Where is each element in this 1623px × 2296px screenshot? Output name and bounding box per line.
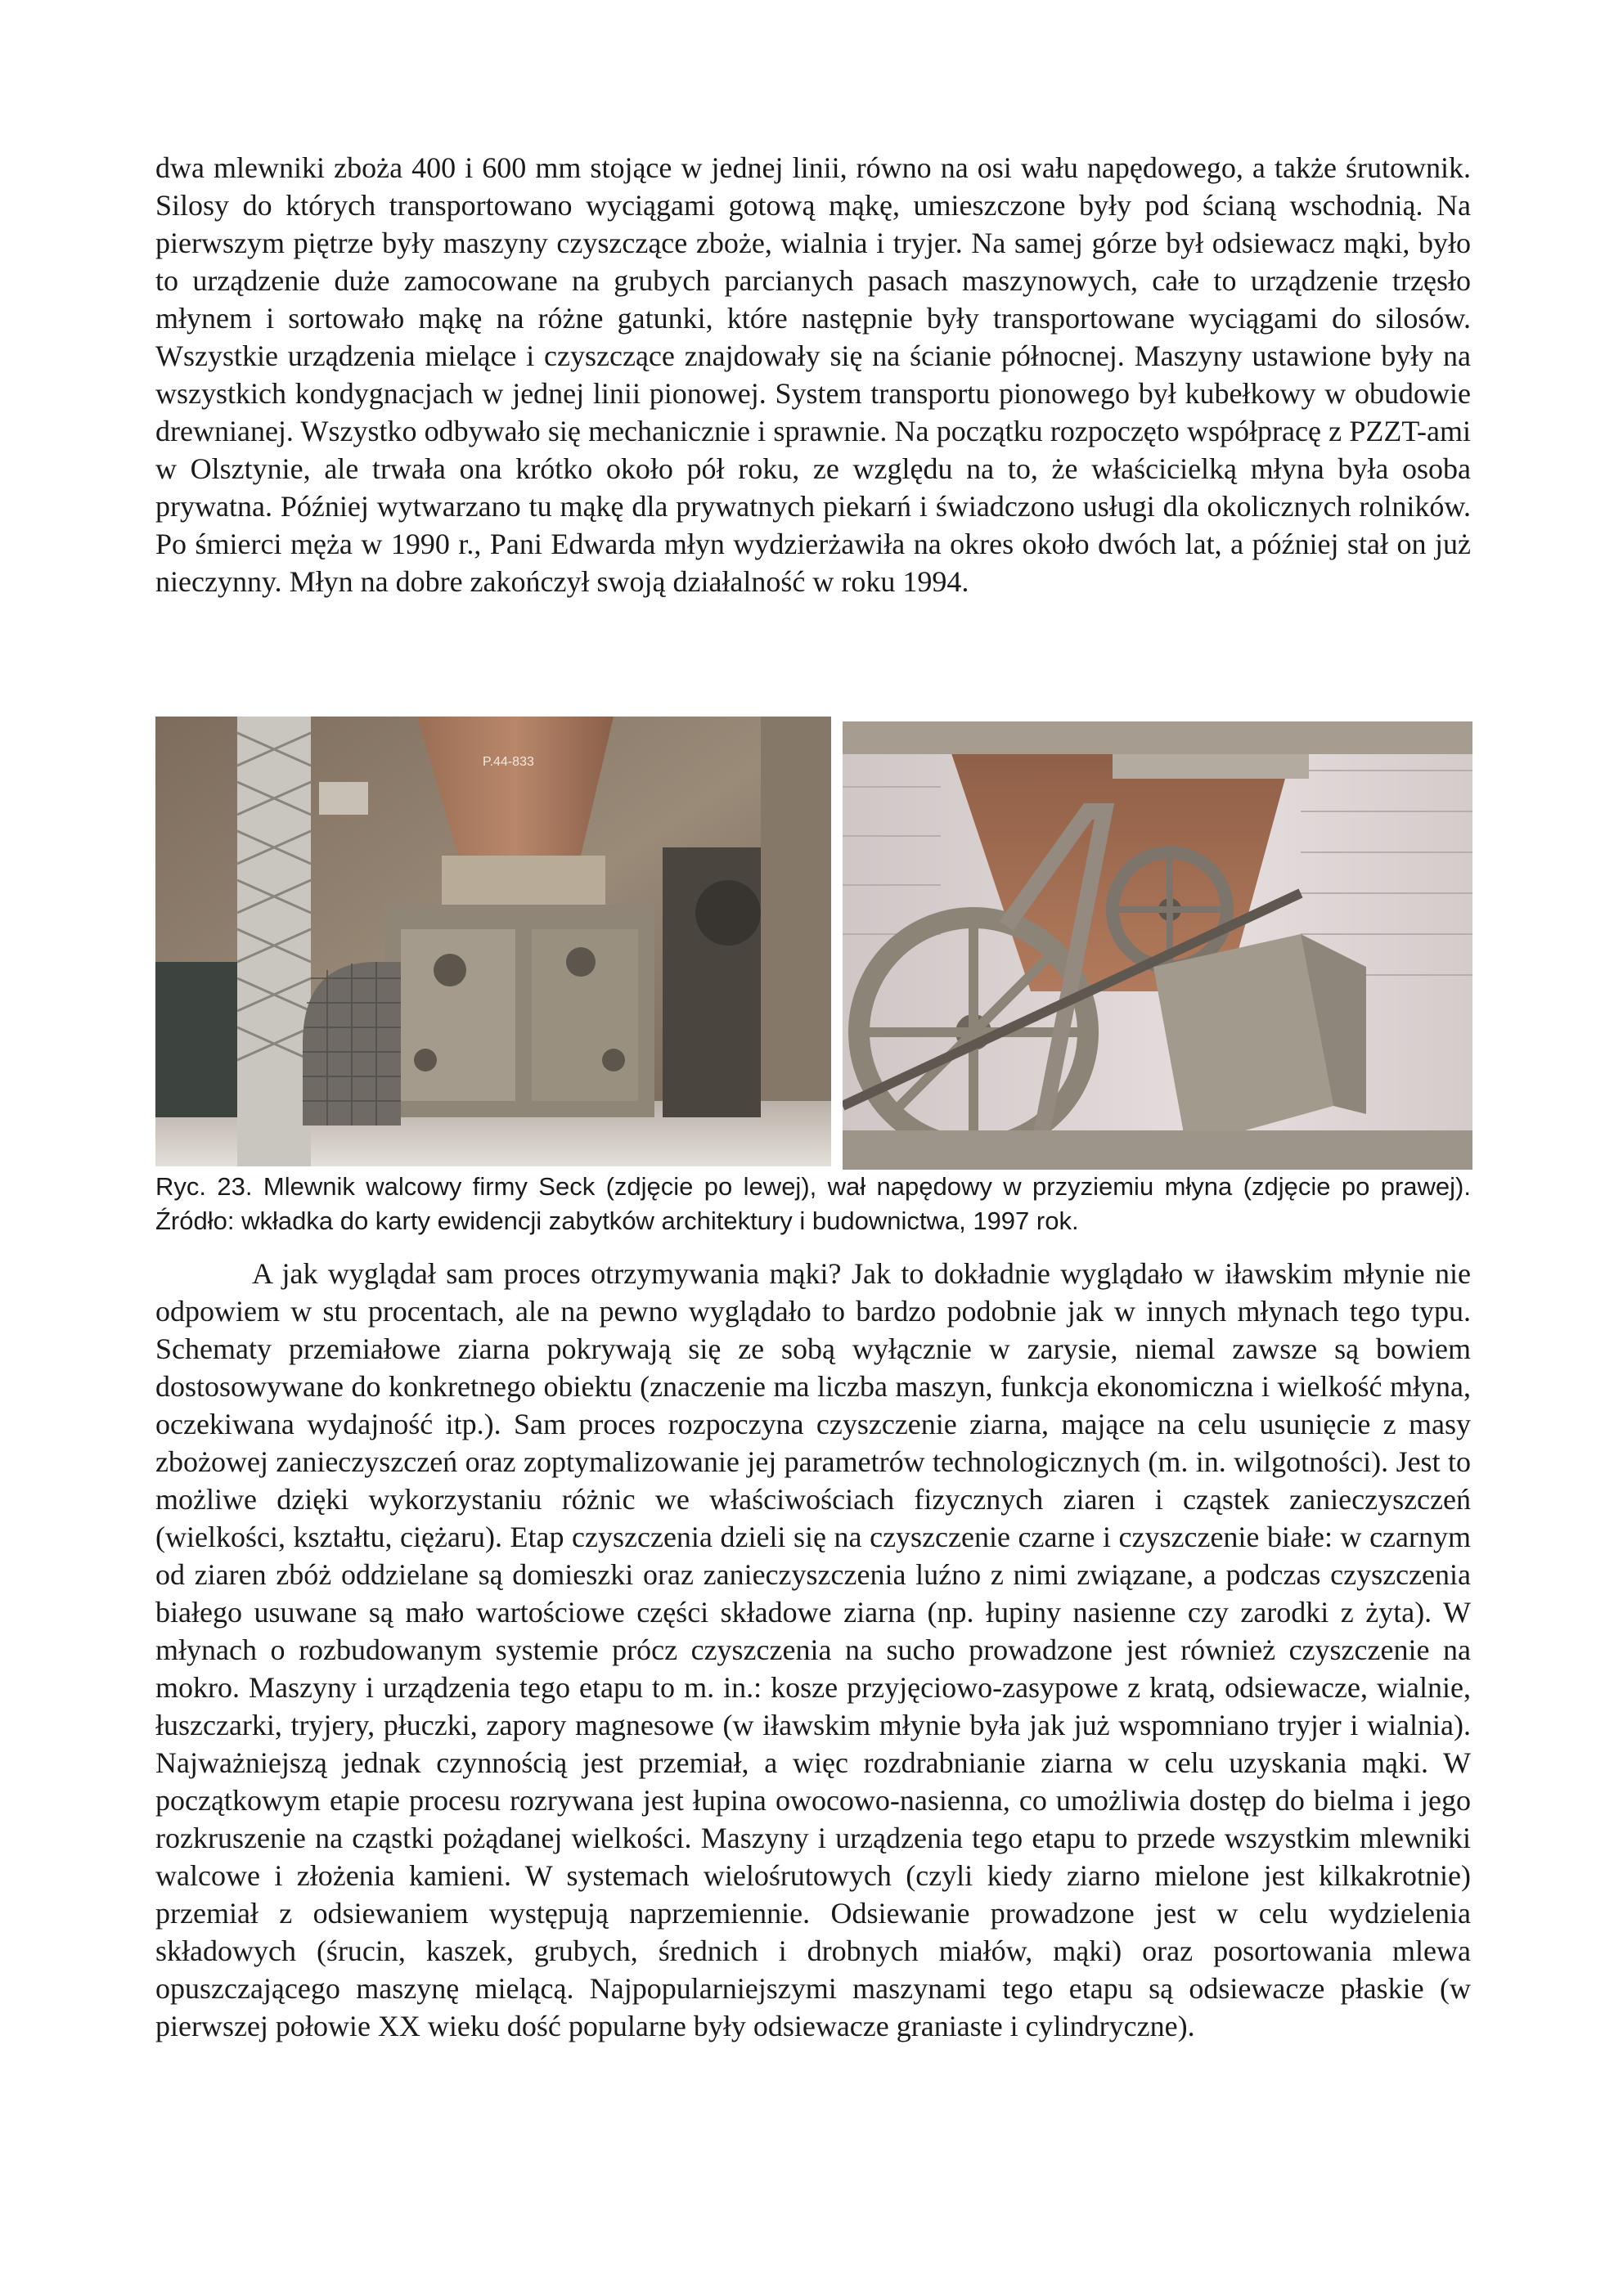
photo-drive-shaft bbox=[843, 721, 1472, 1170]
drive-shaft-image bbox=[843, 721, 1472, 1170]
photo-roller-mill bbox=[155, 717, 831, 1166]
body-paragraph-2: A jak wyglądał sam proces otrzymywania mąki? Jak to dokładnie wyglądało w iławskim młynie nie odpowiem w stu procentach, ale na pewno wyglądało to bardzo podobnie jak w innych młynach tego typu. Schematy przemiałowe ziarna pokrywają się ze sobą wyłącznie w zarysie, niemal zawsze są bowiem dostosowywane do konkretnego obiektu (znaczenie ma liczba maszyn, funkcja ekonomiczna i wielkość młyna, oczekiwana wydajność itp.). Sam proces rozpoczyna czyszczenie ziarna, mające na celu usunięcie z masy zbożowej zanieczyszczeń oraz zoptymalizowanie jej parametrów technologicznych (m. in. wilgotności). Jest to możliwe dzięki wykorzystaniu różnic we właściwościach fizycznych ziaren i cząstek zanieczyszczeń (wielkości, kształtu, ciężaru). Etap czyszczenia dzieli się na czyszczenie czarne i czyszczenie białe: w czarnym od ziaren zbóż oddzielane są domieszki oraz zanieczyszczenia luźno z nimi związane, a podczas czyszczenia białego usuwane są mało wartościowe części składowe ziarna (np. łupiny nasienne czy zarodki z żyta). W młynach o rozbudowanym systemie prócz czyszczenia na sucho prowadzone jest również czyszczenie na mokro. Maszyny i urządzenia tego etapu to m. in.: kosze przyjęciowo-zasypowe z kratą, odsiewacze, wialnie, łuszczarki, tryjery, płuczki, zapory magnesowe (w iławskim młynie była jak już wspomniano tryjer i wialnia). Najważniejszą jednak czynnością jest przemiał, a więc rozdrabnianie ziarna w celu uzyskania mąki. W początkowym etapie procesu rozrywana jest łupina owocowo-nasienna, co umożliwia dostęp do bielma i jego rozkruszenie na cząstki pożądanej wielkości. Maszyny i urządzenia tego etapu to przede wszystkim mlewniki walcowe i złożenia kamieni. W systemach wielośrutowych (czyli kiedy ziarno mielone jest kilkakrotnie) przemiał z odsiewaniem występują naprzemiennie. Odsiewanie prowadzone jest w celu wydzielenia składowych (śrucin, kaszek, grubych, średnich i drobnych miałów, mąki) oraz posortowania mlewa opuszczającego maszynę mielącą. Najpopularniejszymi maszynami tego etapu są odsiewacze płaskie (w pierwszej połowie XX wieku dość popularne były odsiewacze graniaste i cylindryczne). bbox=[155, 1257, 1471, 2042]
machine-label: P.44-833 bbox=[483, 755, 534, 769]
roller-mill-image bbox=[155, 717, 831, 1166]
body-paragraph-1: dwa mlewniki zboża 400 i 600 mm stojące w jednej linii, równo na osi wału napędowego, a także śrutownik. Silosy do których transportowano wyciągami gotową mąkę, umieszczone były pod ścianą wschodnią. Na pierwszym piętrze były maszyny czyszczące zboże, wialnia i tryjer. Na samej górze był odsiewacz mąki, było to urządzenie duże zamocowane na grubych parcianych pasach maszynowych, całe to urządzenie trzęsło młynem i sortowało mąkę na różne gatunki, które następnie były transportowane wyciągami do silosów. Wszystkie urządzenia mielące i czyszczące znajdowały się na ścianie północnej. Maszyny ustawione były na wszystkich kondygnacjach w jednej linii pionowej. System transportu pionowego był kubełkowy w obudowie drewnianej. Wszystko odbywało się mechanicznie i sprawnie. Na początku rozpoczęto współpracę z PZZT-ami w Olsztynie, ale trwała ona krótko około pół roku, ze względu na to, że właścicielką młyna była osoba prywatna. Później wytwarzano tu mąkę dla prywatnych piekarń i świadczono usługi dla okolicznych rolników. Po śmierci męża w 1990 r., Pani Edwarda młyn wydzierżawiła na okres około dwóch lat, a później stał on już nieczynny. Młyn na dobre zakończył swoją działalność w roku 1994. bbox=[155, 151, 1471, 598]
figure-caption: Ryc. 23. Mlewnik walcowy firmy Seck (zdjęcie po lewej), wał napędowy w przyziemiu młyna (zdjęcie po prawej). Źródło: wkładka do karty ewidencji zabytków architektury i budownictwa, 1997 rok. bbox=[155, 1172, 1471, 1235]
